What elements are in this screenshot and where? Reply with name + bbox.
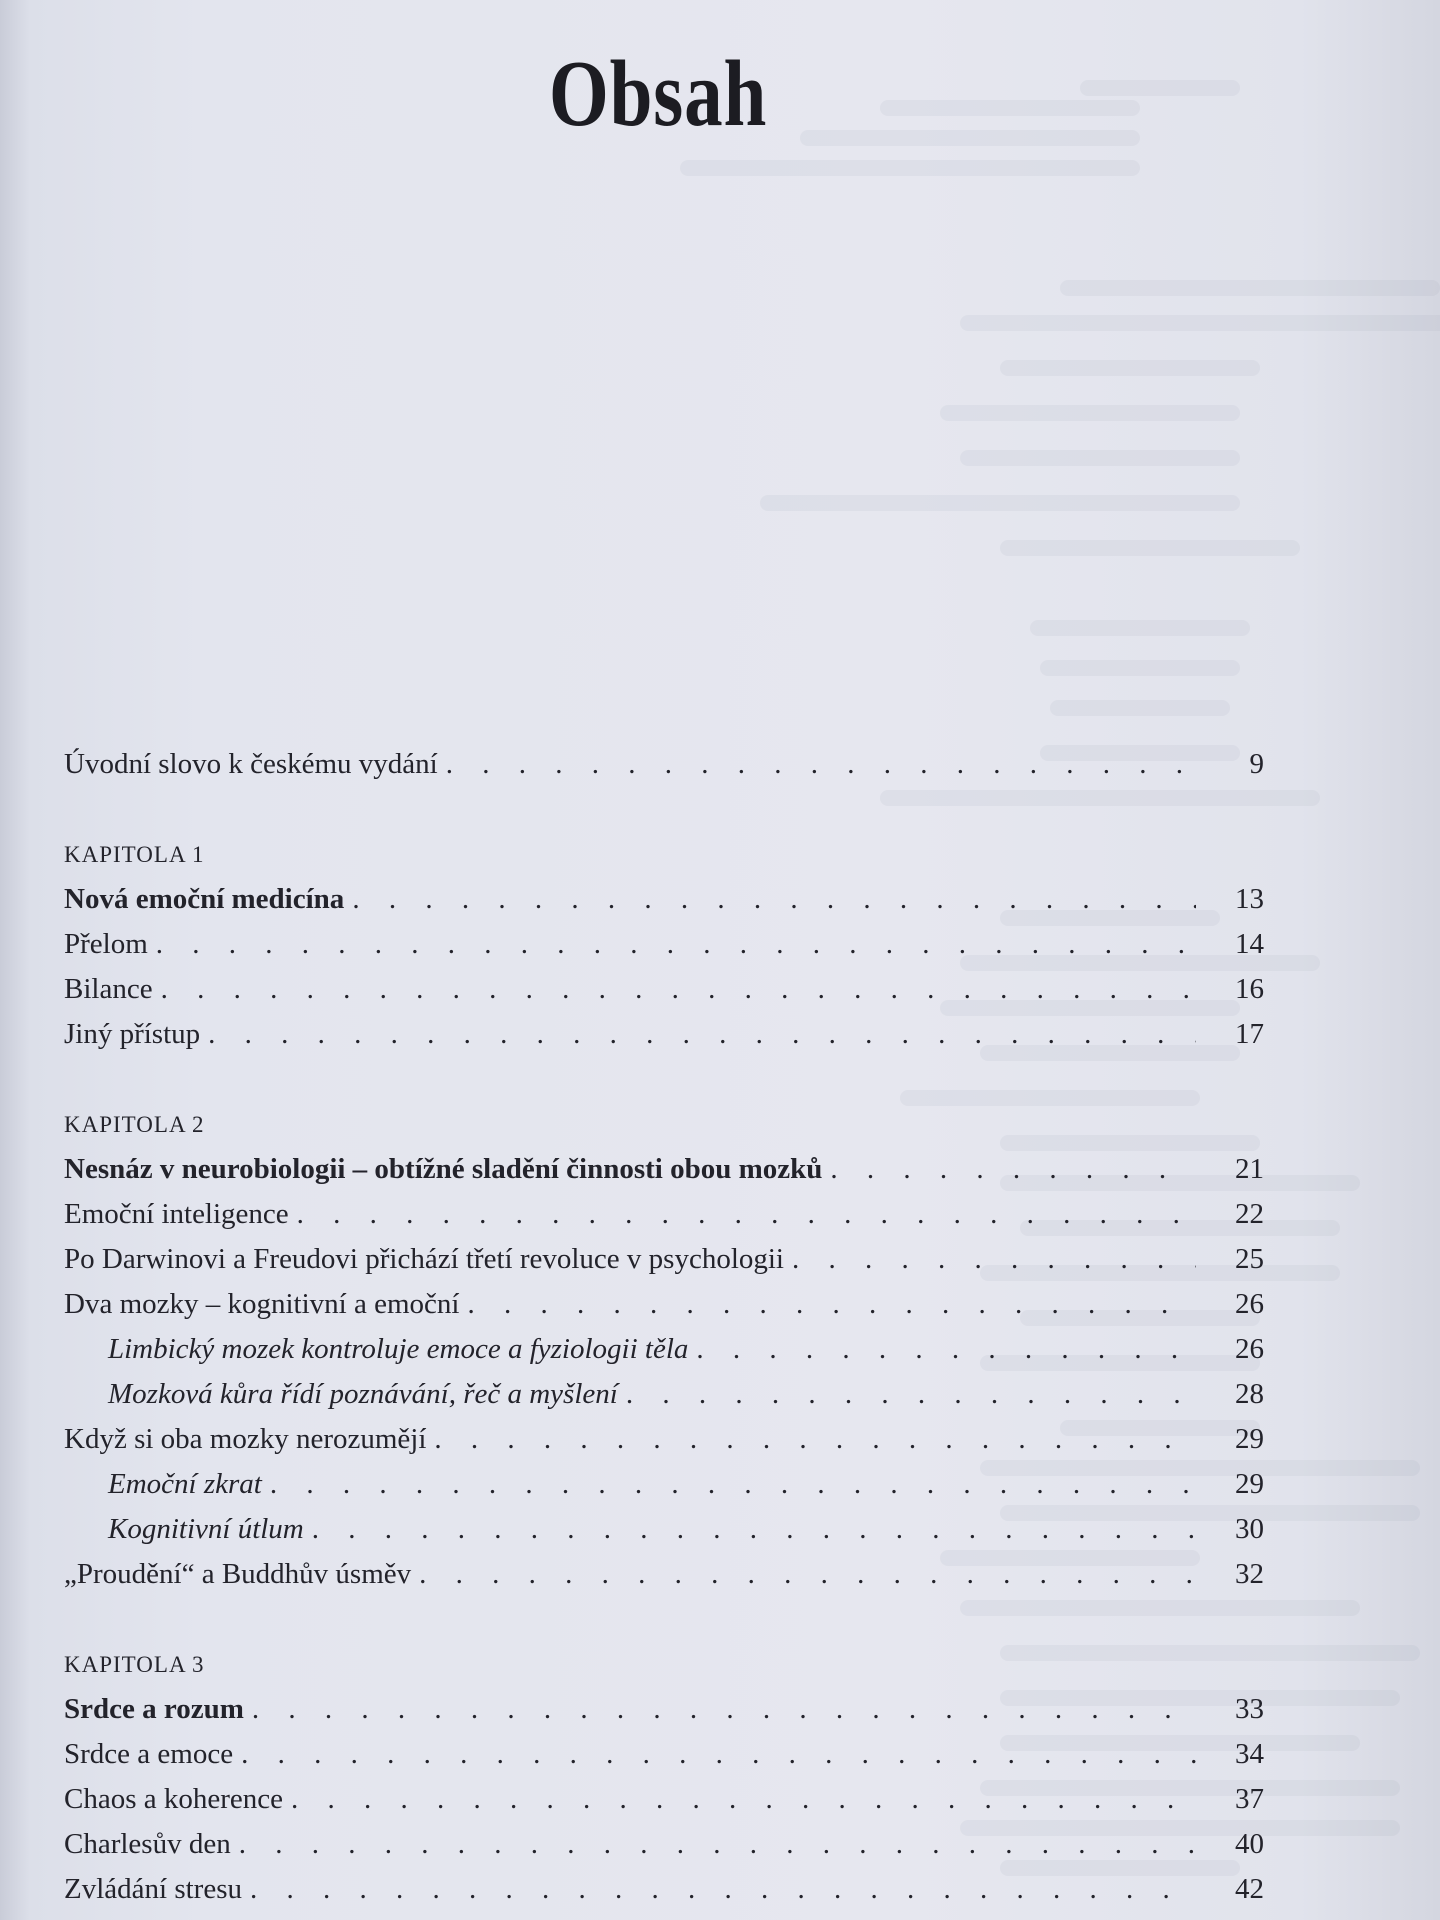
toc-entry[interactable] — [64, 1327, 1264, 1372]
toc-entry[interactable] — [64, 1822, 1264, 1867]
chapter-label: KAPITOLA 1 — [64, 842, 205, 867]
entry-title: Bilance — [64, 973, 153, 1005]
toc-entry[interactable] — [64, 922, 1264, 967]
toc-entry[interactable] — [64, 1552, 1264, 1597]
page-number: 30 — [1235, 1513, 1264, 1545]
dot-leader — [252, 1687, 1196, 1732]
dot-leader — [208, 1012, 1196, 1057]
page-number: 22 — [1235, 1198, 1264, 1230]
toc-entry[interactable] — [64, 1372, 1264, 1417]
dot-leader — [250, 1867, 1196, 1912]
dot-leader — [352, 877, 1196, 922]
show-through-line — [940, 405, 1240, 421]
chapter-label: KAPITOLA 3 — [64, 1652, 205, 1677]
show-through-line — [1050, 700, 1230, 716]
entry-title: Nesnáz v neurobiologii – obtížné sladění činnosti obou mozků — [64, 1153, 823, 1185]
toc-section — [64, 1103, 1264, 1597]
entry-title: Přelom — [64, 928, 148, 960]
dot-leader — [297, 1192, 1196, 1237]
dot-leader — [830, 1147, 1196, 1192]
entry-title: Nová emoční medicína — [64, 883, 345, 915]
entry-title: Srdce a rozum — [64, 1693, 244, 1725]
show-through-line — [1000, 540, 1300, 556]
toc-entry[interactable] — [64, 877, 1264, 922]
entry-title: Jiný přístup — [64, 1018, 201, 1050]
toc-section — [64, 1643, 1264, 1912]
page-number: 13 — [1235, 883, 1264, 915]
entry-title: Srdce a emoce — [64, 1738, 234, 1770]
dot-leader — [291, 1777, 1196, 1822]
page-number: 32 — [1235, 1558, 1264, 1590]
toc-section — [64, 742, 1264, 787]
toc-entry[interactable] — [64, 967, 1264, 1012]
toc-entry[interactable] — [64, 1687, 1264, 1732]
toc-entry[interactable] — [64, 1732, 1264, 1777]
toc-entry[interactable] — [64, 1777, 1264, 1822]
toc-entry[interactable] — [64, 1012, 1264, 1057]
toc-section — [64, 833, 1264, 1057]
show-through-line — [680, 160, 1140, 176]
entry-title: Po Darwinovi a Freudovi přichází třetí revoluce v psychologii — [64, 1243, 784, 1275]
dot-leader — [467, 1282, 1196, 1327]
table-of-contents — [64, 742, 1264, 1912]
page-number: 40 — [1235, 1828, 1264, 1860]
chapter-label: KAPITOLA 2 — [64, 1112, 205, 1137]
toc-entry[interactable] — [64, 742, 1264, 787]
dot-leader — [161, 967, 1196, 1012]
entry-title: Zvládání stresu — [64, 1873, 242, 1905]
show-through-line — [1060, 280, 1440, 296]
page-number: 26 — [1235, 1288, 1264, 1320]
show-through-line — [1040, 660, 1240, 676]
page-number: 14 — [1235, 928, 1264, 960]
entry-title: Úvodní slovo k českému vydání — [64, 748, 438, 780]
dot-leader — [419, 1552, 1196, 1597]
show-through-line — [760, 495, 1240, 511]
page-title: Obsah — [548, 42, 768, 146]
show-through-line — [1030, 620, 1250, 636]
page-number: 34 — [1235, 1738, 1264, 1770]
toc-entry[interactable] — [64, 1282, 1264, 1327]
entry-title: Mozková kůra řídí poznávání, řeč a myšlení — [108, 1378, 618, 1410]
toc-entry[interactable] — [64, 1192, 1264, 1237]
page-number: 28 — [1235, 1378, 1264, 1410]
entry-title: Emoční inteligence — [64, 1198, 289, 1230]
entry-title: Emoční zkrat — [108, 1468, 262, 1500]
dot-leader — [270, 1462, 1196, 1507]
toc-entry[interactable] — [64, 1507, 1264, 1552]
entry-title: „Proudění“ a Buddhův úsměv — [64, 1558, 412, 1590]
page-number: 9 — [1249, 748, 1264, 780]
entry-title: Limbický mozek kontroluje emoce a fyziologii těla — [108, 1333, 689, 1365]
toc-entry[interactable] — [64, 1147, 1264, 1192]
dot-leader — [241, 1732, 1196, 1777]
entry-title: Když si oba mozky nerozumějí — [64, 1423, 427, 1455]
page-number: 16 — [1235, 973, 1264, 1005]
dot-leader — [792, 1237, 1196, 1282]
toc-entry[interactable] — [64, 1417, 1264, 1462]
dot-leader — [446, 742, 1196, 787]
page-number: 17 — [1235, 1018, 1264, 1050]
toc-entry[interactable] — [64, 1867, 1264, 1912]
show-through-line — [1000, 360, 1260, 376]
page-number: 29 — [1235, 1423, 1264, 1455]
dot-leader — [434, 1417, 1196, 1462]
page-number: 26 — [1235, 1333, 1264, 1365]
dot-leader — [312, 1507, 1196, 1552]
dot-leader — [696, 1327, 1196, 1372]
show-through-line — [960, 315, 1440, 331]
entry-title: Charlesův den — [64, 1828, 231, 1860]
page-number: 29 — [1235, 1468, 1264, 1500]
dot-leader — [239, 1822, 1196, 1867]
page-number: 21 — [1235, 1153, 1264, 1185]
dot-leader — [156, 922, 1196, 967]
toc-entry[interactable] — [64, 1237, 1264, 1282]
page-number: 37 — [1235, 1783, 1264, 1815]
toc-entry[interactable] — [64, 1462, 1264, 1507]
entry-title: Kognitivní útlum — [108, 1513, 304, 1545]
entry-title: Chaos a koherence — [64, 1783, 284, 1815]
show-through-line — [960, 450, 1240, 466]
dot-leader — [626, 1372, 1196, 1417]
entry-title: Dva mozky – kognitivní a emoční — [64, 1288, 460, 1320]
page-number: 25 — [1235, 1243, 1264, 1275]
page-number: 33 — [1235, 1693, 1264, 1725]
page-number: 42 — [1235, 1873, 1264, 1905]
